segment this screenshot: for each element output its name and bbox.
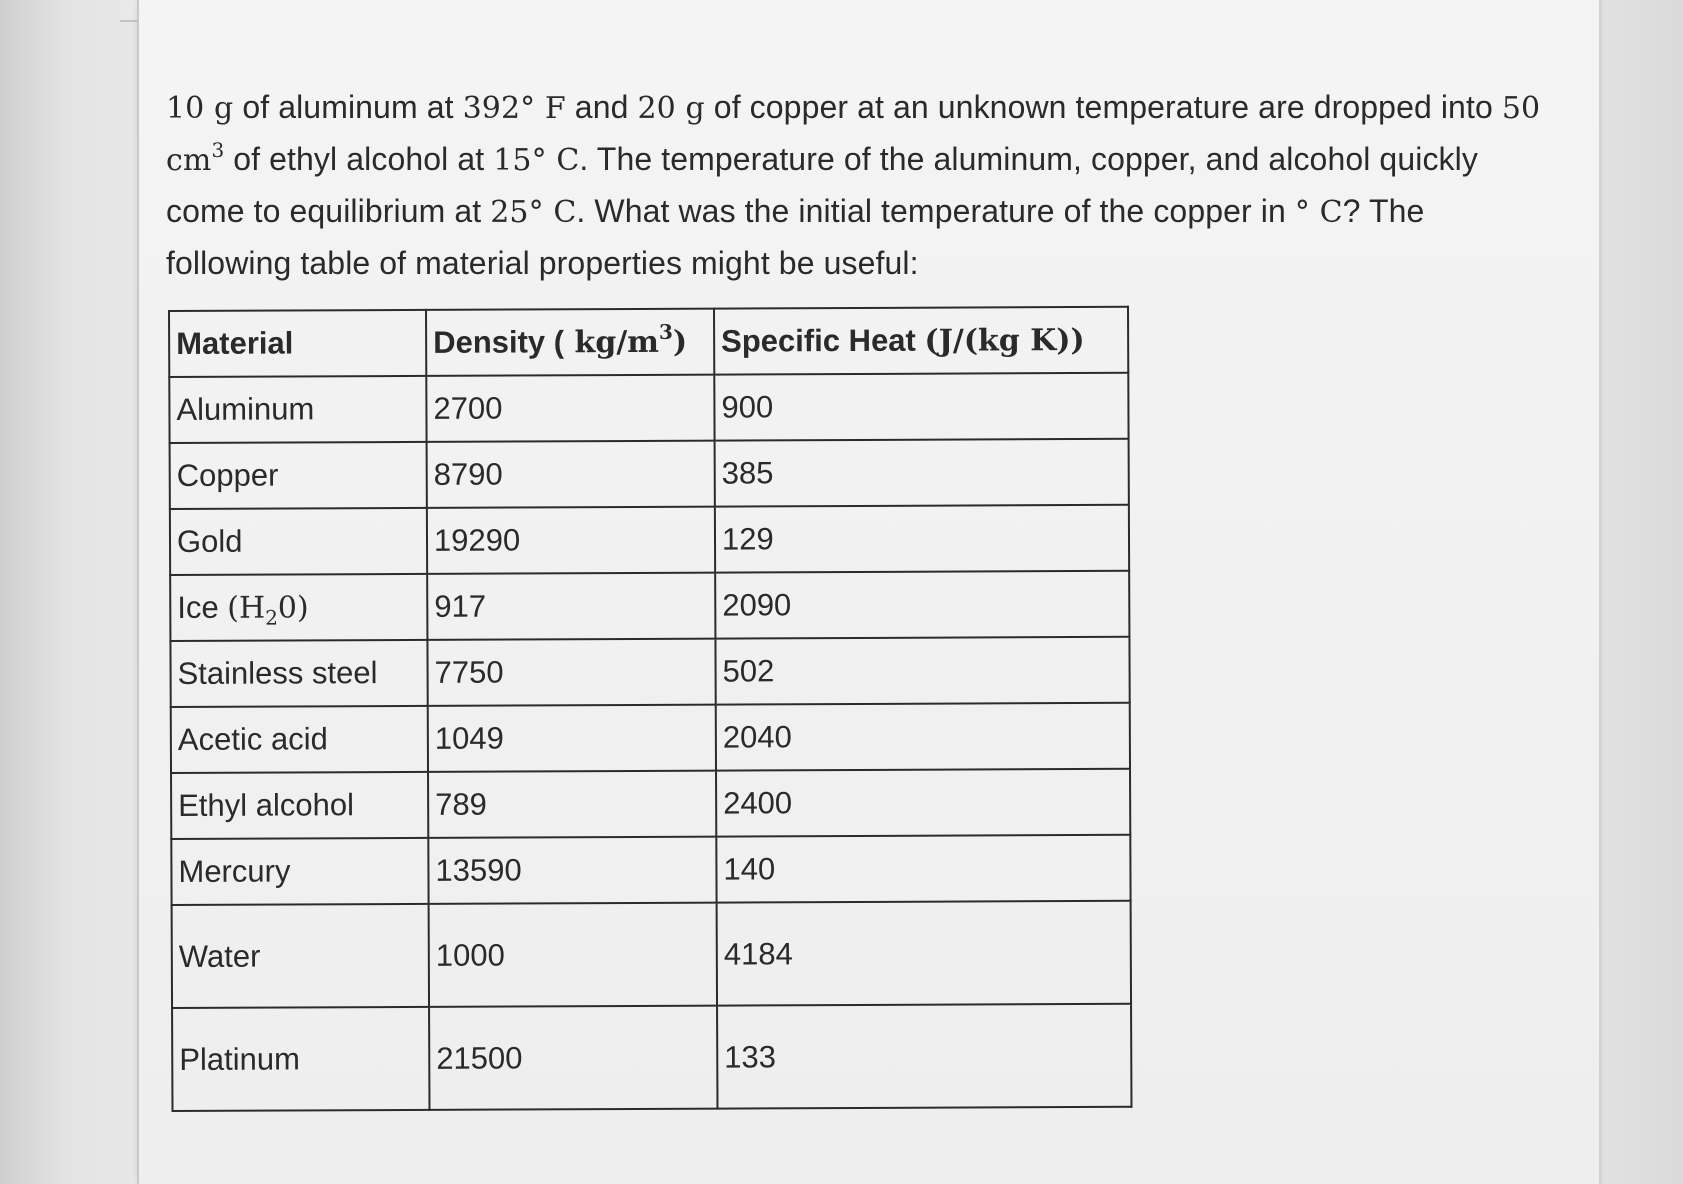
question-math: 20 g	[637, 91, 705, 126]
table-row	[171, 703, 1130, 773]
question-math: 392° F	[462, 91, 566, 126]
cell-specific-heat: 133	[717, 1004, 1131, 1109]
table-row	[169, 373, 1128, 443]
cell-specific-heat: 502	[715, 637, 1129, 705]
cell-material: Stainless steel	[170, 640, 427, 707]
question-text	[166, 82, 1546, 288]
cell-material-formula: 0)	[277, 590, 309, 626]
header-material: Material	[169, 310, 426, 377]
cell-density: 13590	[428, 837, 716, 904]
question-math: 25° C	[490, 195, 577, 230]
cell-material: Platinum	[172, 1007, 429, 1111]
cell-material-text: Ice	[177, 589, 228, 625]
table-row	[170, 439, 1129, 509]
table-row	[172, 901, 1131, 1008]
cell-material-formula-sub: 2	[265, 605, 278, 630]
question-segment: of aluminum at	[233, 89, 463, 125]
question-segment: and	[565, 89, 638, 125]
cell-density: 789	[428, 771, 716, 838]
header-density-unit: kg/m	[563, 324, 660, 361]
material-properties-table	[168, 306, 1132, 1112]
cell-specific-heat: 140	[716, 835, 1130, 903]
cell-material: Mercury	[171, 838, 428, 905]
cell-density: 917	[427, 573, 715, 640]
table-row	[171, 769, 1130, 839]
question-segment: of ethyl alcohol at	[224, 141, 494, 177]
question-segment: . The temperature of the aluminum, copper, and alcohol quickly come to equilibrium at	[166, 141, 1478, 229]
cell-specific-heat: 2040	[716, 703, 1130, 771]
cell-material: Ethyl alcohol	[171, 772, 428, 839]
header-density-sup: 3	[658, 319, 673, 344]
cell-density: 8790	[427, 441, 715, 508]
header-density-text: Density (	[433, 324, 565, 360]
cell-material: Water	[172, 904, 429, 1008]
question-segment: ? The following table of material properties might be useful:	[166, 193, 1425, 281]
cell-specific-heat: 2090	[715, 571, 1129, 639]
cell-specific-heat: 385	[715, 439, 1129, 507]
cell-material	[170, 574, 427, 641]
question-superscript: 3	[211, 138, 225, 162]
question-segment: . What was the initial temperature of the copper in	[576, 193, 1295, 229]
table-row	[170, 505, 1129, 575]
cell-density: 7750	[427, 639, 715, 706]
header-density	[426, 309, 714, 376]
header-specific-text: Specific Heat	[721, 322, 925, 359]
header-specific-heat	[714, 307, 1128, 375]
cell-density: 1049	[428, 705, 716, 772]
cell-material: Acetic acid	[171, 706, 428, 773]
cell-specific-heat: 4184	[717, 901, 1131, 1006]
cell-material-formula: (H	[227, 590, 266, 626]
question-math: ° C	[1294, 195, 1343, 230]
question-math: 50 cm	[166, 91, 1541, 178]
cell-density: 21500	[429, 1006, 717, 1110]
cell-specific-heat: 900	[714, 373, 1128, 441]
header-density-close: )	[672, 324, 688, 360]
question-math: 10 g	[166, 91, 234, 126]
question-segment: of copper at an unknown temperature are dropped into	[704, 89, 1502, 125]
cell-density: 1000	[429, 903, 717, 1007]
cell-material: Copper	[170, 442, 427, 509]
cell-specific-heat: 2400	[716, 769, 1130, 837]
cell-material: Aluminum	[169, 376, 426, 443]
table-row	[171, 835, 1130, 905]
header-specific-unit: (J/(kg K))	[924, 323, 1085, 359]
table-row	[170, 637, 1129, 707]
cell-density: 2700	[426, 375, 714, 442]
question-math: 15° C	[493, 143, 580, 178]
cell-specific-heat: 129	[715, 505, 1129, 573]
table-header-row	[169, 307, 1128, 377]
cell-density: 19290	[427, 507, 715, 574]
table-row	[170, 571, 1129, 641]
cell-material: Gold	[170, 508, 427, 575]
table-row	[172, 1004, 1131, 1111]
